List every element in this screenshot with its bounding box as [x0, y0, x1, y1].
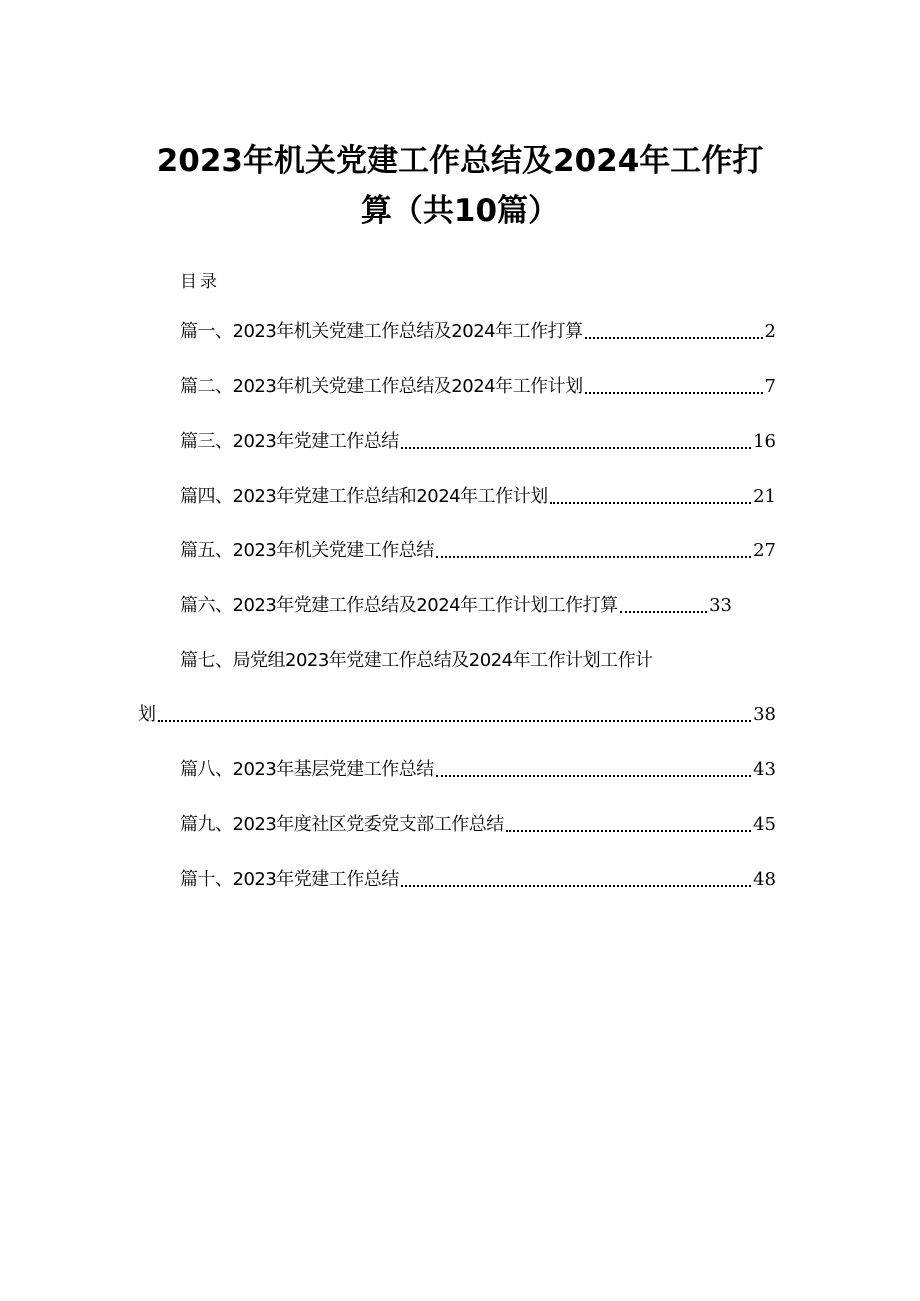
toc-entry-page: 16: [753, 431, 776, 452]
toc-entry-label: 篇四、2023年党建工作总结和2024年工作计划: [180, 486, 548, 507]
toc-entry-label: 篇九、2023年度社区党委党支部工作总结: [180, 814, 504, 835]
toc-entry-page: 33: [709, 595, 732, 616]
toc-leader-dots: [401, 885, 751, 887]
toc-entry-page: 2: [764, 321, 776, 342]
toc-entry-page: 21: [753, 486, 776, 507]
toc-entry-3[interactable]: [180, 428, 776, 456]
toc-leader-dots: [506, 830, 751, 832]
toc-entry-page: 7: [764, 376, 776, 397]
toc-leader-dots: [620, 611, 707, 613]
toc-leader-dots: [158, 720, 752, 722]
toc-entry-8[interactable]: [180, 756, 776, 784]
document-title-line-2: 算（共10篇）: [360, 193, 560, 229]
toc-entry-label: 篇二、2023年机关党建工作总结及2024年工作计划: [180, 376, 583, 397]
toc-entry-2[interactable]: [180, 373, 776, 401]
toc-entry-5[interactable]: [180, 537, 776, 565]
toc-entry-page: 45: [753, 814, 776, 835]
toc-leader-dots: [550, 502, 751, 504]
toc-entry-page: 48: [753, 869, 776, 890]
toc-entry-7-line-2[interactable]: [138, 701, 776, 729]
toc-entry-1[interactable]: [180, 318, 776, 346]
toc-entry-page: 43: [753, 759, 776, 780]
toc-entry-page: 38: [753, 704, 776, 725]
toc-entry-7-line-1[interactable]: 篇七、局党组2023年党建工作总结及2024年工作计划工作计: [180, 650, 653, 671]
toc-leader-dots: [585, 337, 763, 339]
toc-entry-6[interactable]: [180, 592, 732, 620]
toc-entry-label: 篇六、2023年党建工作总结及2024年工作计划工作打算: [180, 595, 618, 616]
toc-entry-label: 篇五、2023年机关党建工作总结: [180, 540, 434, 561]
toc-entry-label: 篇三、2023年党建工作总结: [180, 431, 399, 452]
toc-leader-dots: [585, 392, 763, 394]
toc-entry-label: 篇一、2023年机关党建工作总结及2024年工作打算: [180, 321, 583, 342]
toc-entry-9[interactable]: [180, 811, 776, 839]
toc-entry-label: 篇八、2023年基层党建工作总结: [180, 759, 434, 780]
toc-leader-dots: [401, 447, 751, 449]
toc-entry-label: 篇十、2023年党建工作总结: [180, 869, 399, 890]
toc-leader-dots: [436, 775, 751, 777]
toc-entry-10[interactable]: [180, 866, 776, 894]
toc-entry-label: 划: [138, 704, 156, 725]
toc-entry-page: 27: [753, 540, 776, 561]
toc-entry-4[interactable]: [180, 483, 776, 511]
document-title-line-1: 2023年机关党建工作总结及2024年工作打: [156, 143, 764, 179]
toc-heading: 目录: [180, 272, 220, 292]
toc-leader-dots: [436, 556, 751, 558]
